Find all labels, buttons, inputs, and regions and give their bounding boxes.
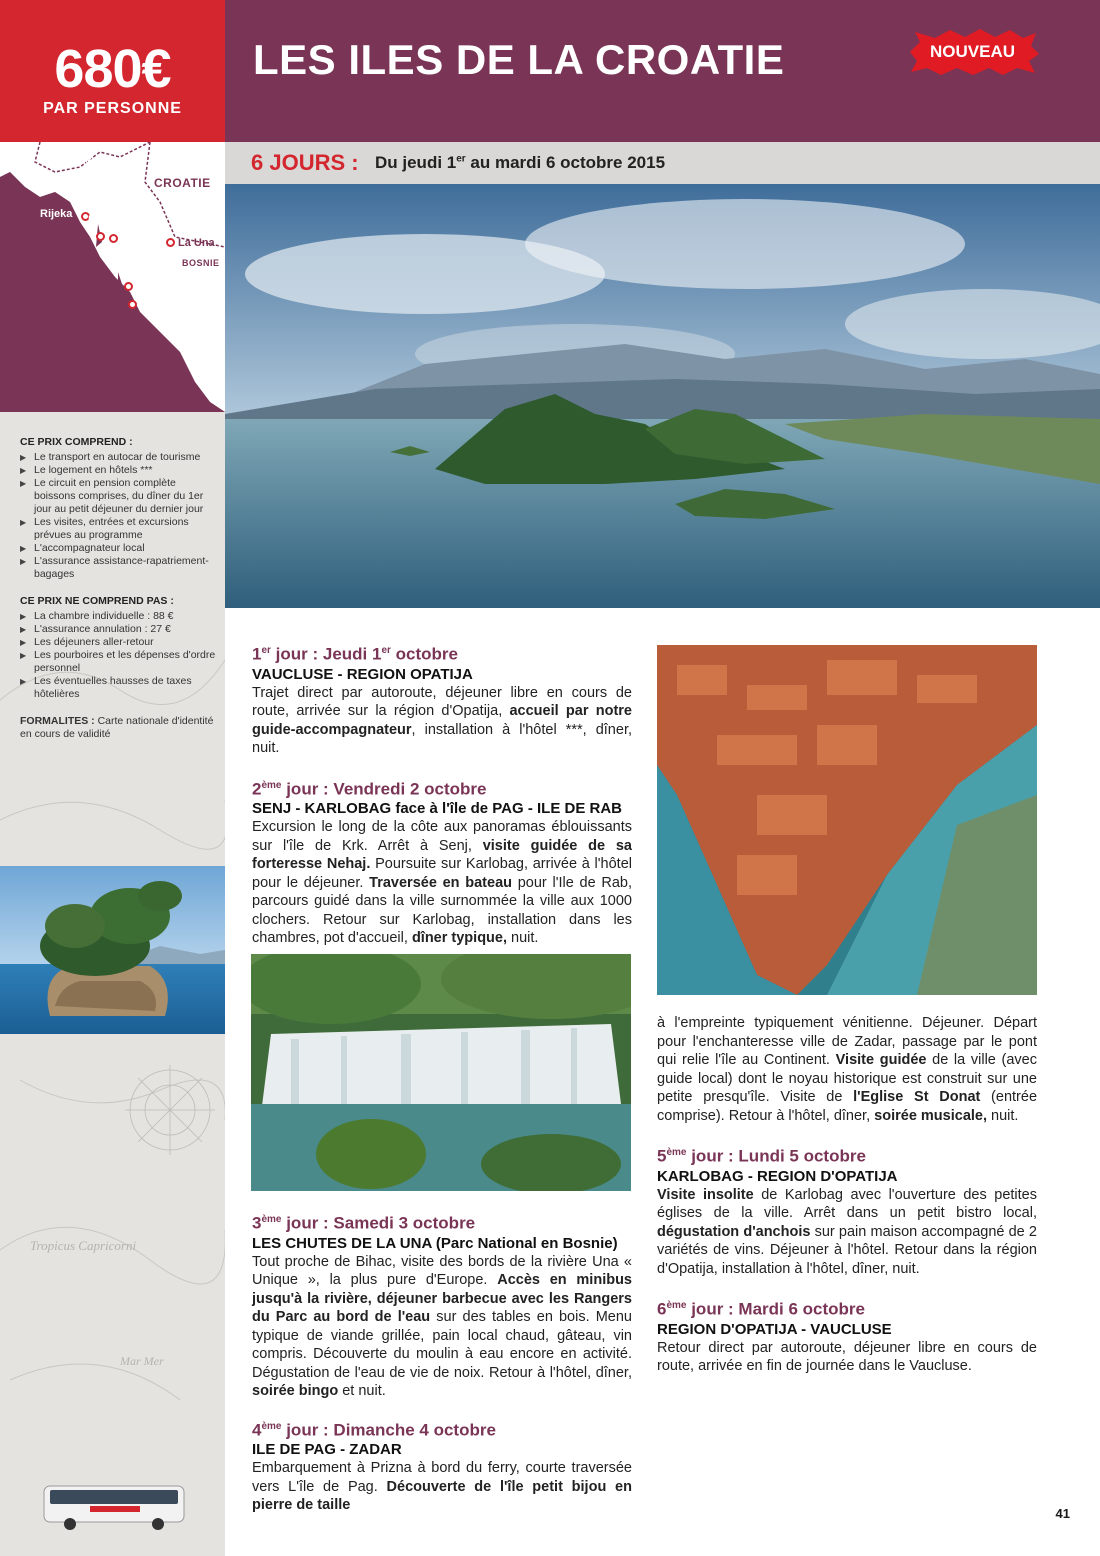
- day6-text-1: Retour direct par autoroute, déjeuner libre en cours de route, arrivée en fin de journée dans le Vaucluse.: [657, 1339, 1037, 1375]
- day3-title: [252, 1210, 632, 1234]
- formalites: [20, 715, 220, 741]
- day1-text-1: Trajet direct par autoroute, déjeuner libre en cours de route, arrivée sur la région d'Opatija,: [252, 684, 632, 720]
- day4-text-3: de la ville (avec guide local) dont le noyau historique est construit sur une petite presqu'île. Visite de: [657, 1052, 1037, 1105]
- day2-bold-1: visite guidée de sa forteresse Nehaj.: [252, 837, 632, 873]
- formalites-text: Carte nationale d'identité en cours de validité: [20, 715, 214, 740]
- day3-bold-2: soirée bingo: [252, 1383, 339, 1400]
- day6-subtitle: REGION D'OPATIJA - VAUCLUSE: [657, 1320, 892, 1338]
- date-range-end: au mardi 6 octobre 2015: [465, 153, 666, 172]
- day4-title-text: jour : Dimanche 4 octobre: [281, 1420, 496, 1440]
- day3-text: [252, 1253, 632, 1401]
- day5-text: [657, 1186, 1037, 1279]
- day2-text-2: Poursuite sur Karlobag, arrivée à l'hôtel pour le déjeuner.: [252, 856, 632, 891]
- day2-title: [252, 776, 632, 800]
- day2-bold-2: Traversée en bateau: [369, 874, 512, 891]
- day2-number: 2: [252, 779, 262, 799]
- day3-sup: ème: [261, 1214, 282, 1225]
- list-item: ▶ L'accompagnateur local: [20, 542, 220, 555]
- day5-title: [657, 1143, 1037, 1167]
- list-item: ▶ Le circuit en pension complète boissons comprises, du dîner du 1er jour au petit déjeuner du dernier jour: [20, 477, 220, 516]
- zadar-aerial-photo: [657, 645, 1037, 995]
- day1-bold-1: accueil par notre guide-accompagnateur: [252, 703, 632, 738]
- list-item: ▶ Les pourboires et les dépenses d'ordre personnel: [20, 649, 220, 675]
- day3-text-3: et nuit.: [338, 1383, 386, 1400]
- day5-number: 5: [657, 1146, 667, 1166]
- day5-bold-1: Visite insolite: [657, 1186, 754, 1203]
- duration-label: 6 JOURS :: [251, 150, 359, 175]
- column-right: [657, 1014, 1037, 1376]
- day4-bold-4: soirée musicale,: [874, 1107, 987, 1124]
- route-map: [0, 142, 225, 412]
- day4-text-4: (entrée comprise). Retour à l'hôtel, dîner,: [657, 1089, 1038, 1124]
- list-item: ▶ Les déjeuners aller-retour: [20, 636, 220, 649]
- day5-sup: ème: [666, 1147, 687, 1158]
- day6-text: [657, 1339, 1037, 1376]
- date-range: [375, 153, 665, 173]
- date-range-sup: er: [456, 153, 466, 165]
- day3-text-1: Tout proche de Bihac, visite des bords de la rivière Una « Unique », la plus pure d'Europe.: [252, 1253, 632, 1289]
- day6-title-text: jour : Mardi 6 octobre: [686, 1299, 866, 1319]
- date-bar: [225, 142, 1100, 184]
- day4-bold-2: Visite guidée: [835, 1052, 927, 1068]
- day2-text-4: nuit.: [507, 930, 539, 947]
- waterfall-photo: [251, 954, 631, 1191]
- day2-sup: ème: [261, 779, 282, 791]
- day1-text-2: , installation à l'hôtel ***, dîner, nuit.: [252, 721, 632, 757]
- list-item: ▶ Les éventuelles hausses de taxes hôtelières: [20, 675, 220, 701]
- day3-text-2: sur des tables en bois. Menu typique de viande grillée, pain local chaud, gâteau, vin compris. Découverte du moulin à eau encore en activité. Dégustation de l'eau de vie de noix. Retour à l'hôtel, dîner,: [252, 1309, 632, 1381]
- page-title: LES ILES DE LA CROATIE: [253, 36, 785, 83]
- city-label-la-una: La Una: [178, 237, 215, 249]
- day6-number: 6: [657, 1299, 667, 1319]
- day4-text-1: Embarquement à Prizna à bord du ferry, courte traversée vers L'île de Pag.: [252, 1460, 632, 1495]
- day4-subtitle: ILE DE PAG - ZADAR: [252, 1441, 402, 1459]
- day5-subtitle: KARLOBAG - REGION D'OPATIJA: [657, 1167, 898, 1185]
- day4-text-continued: [657, 1014, 1037, 1125]
- city-dot-krk: [96, 232, 105, 241]
- day2-title-text: jour : Vendredi 2 octobre: [281, 779, 487, 799]
- day3-subtitle: LES CHUTES DE LA UNA (Parc National en Bosnie): [252, 1234, 618, 1252]
- day1-sup: er: [261, 645, 271, 656]
- includes-heading: CE PRIX COMPREND :: [20, 436, 133, 448]
- price-info: [20, 436, 220, 741]
- day3-bold-1: Accès en minibus jusqu'à la rivière, déjeuner barbecue avec les Rangers du Parc au bord de l'eau: [252, 1272, 632, 1326]
- city-dot-la-una: [166, 238, 175, 247]
- day6-sup: ème: [666, 1300, 687, 1312]
- day4-bold-3: l'Eglise St Donat: [853, 1089, 981, 1105]
- coach-bus-image: [40, 1480, 190, 1532]
- list-item: ▶ La chambre individuelle : 88 €: [20, 610, 220, 623]
- list-item: ▶ Le transport en autocar de tourisme: [20, 451, 220, 464]
- city-label-krk: Krk: [88, 214, 107, 226]
- badge-label: NOUVEAU: [929, 42, 1015, 61]
- city-label-pag: Pag: [134, 270, 155, 282]
- city-dot-zadar: [128, 300, 137, 309]
- day4-number: 4: [252, 1420, 262, 1440]
- day3-number: 3: [252, 1213, 262, 1233]
- excludes-list: [20, 610, 220, 701]
- day4-sup: ème: [261, 1420, 282, 1432]
- price-box: [0, 0, 225, 142]
- nouveau-badge: [905, 28, 1040, 76]
- day1-title-sup: er: [381, 645, 391, 656]
- list-item: ▶ Le logement en hôtels ***: [20, 464, 220, 477]
- day1-text: [252, 684, 632, 758]
- day5-text-1: de Karlobag avec l'ouverture des petites églises de la ville. Arrêt dans un petit bistro local,: [657, 1186, 1037, 1222]
- left-sidebar: [0, 0, 225, 1556]
- day3-title-text: jour : Samedi 3 octobre: [281, 1213, 476, 1233]
- day4-text-5: nuit.: [987, 1107, 1019, 1124]
- map-label-bosnie: BOSNIE: [182, 258, 220, 268]
- formalites-label: FORMALITES :: [20, 715, 95, 727]
- day4-title: [252, 1417, 632, 1441]
- hero-island-photo: [225, 184, 1100, 608]
- day1-title: [252, 641, 632, 665]
- city-dot-senj: [109, 234, 118, 243]
- column-left-bottom: [252, 1210, 632, 1515]
- day5-text-2: sur pain maison accompagné de 2 variétés de vins. Déjeuner à l'hôtel. Retour dans la région d'Opatija, installation à l'hôtel, dîner, nuit.: [657, 1223, 1037, 1277]
- header-banner: [225, 0, 1100, 142]
- day5-bold-2: dégustation d'anchois: [657, 1223, 811, 1240]
- day1-subtitle: VAUCLUSE - REGION OPATIJA: [252, 665, 473, 683]
- day5-title-text: jour : Lundi 5 octobre: [686, 1146, 866, 1166]
- city-label-zadar: Zadar: [146, 300, 179, 314]
- map-label-croatie: CROATIE: [154, 176, 211, 190]
- map-label-slovenie: SLOVENIE: [60, 156, 120, 168]
- day1-title-end: octobre: [390, 644, 458, 664]
- price-per-person: PAR PERSONNE: [43, 100, 182, 117]
- day4-text-start: [252, 1459, 632, 1515]
- city-label-senj: Senj: [120, 232, 146, 246]
- day6-title: [657, 1296, 1037, 1320]
- column-left-top: [252, 641, 632, 948]
- day4-bold-1: Découverte de l'île petit bijou en pierre de taille: [252, 1478, 632, 1514]
- day2-text-1: Excursion le long de la côte aux panoramas éblouissants sur l'île de Krk. Arrêt à Senj,: [252, 819, 632, 854]
- svg-text:Mar Mer: Mar Mer: [120, 1354, 164, 1368]
- day4-text-2: à l'empreinte typiquement vénitienne. Déjeuner. Départ pour l'enchanteresse ville de Zadar, passage par le pont qui relie l'île au Continent.: [657, 1015, 1037, 1068]
- date-range-start: Du jeudi 1: [375, 153, 457, 172]
- list-item: ▶ L'assurance annulation : 27 €: [20, 623, 220, 636]
- city-label-rijeka: Rijeka: [40, 208, 73, 220]
- page-number: 41: [1055, 1506, 1070, 1521]
- day2-subtitle: SENJ - KARLOBAG face à l'île de PAG - ILE DE RAB: [252, 800, 623, 818]
- city-dot-pag: [124, 282, 133, 291]
- svg-text:Tropicus Capricorni: Tropicus Capricorni: [30, 1238, 137, 1253]
- includes-list: [20, 451, 220, 581]
- day2-text-3: pour l'Ile de Rab, parcours guidé dans la ville surnommée la ville aux 1000 clochers. Retour sur Karlobag, installation dans les chambres, pot d'accueil,: [252, 874, 632, 947]
- day2-bold-3: dîner typique,: [411, 930, 508, 947]
- excludes-heading: CE PRIX NE COMPREND PAS :: [20, 595, 174, 607]
- list-item: ▶ Les visites, entrées et excursions prévues au programme: [20, 516, 220, 542]
- rock-island-photo: [0, 866, 225, 1034]
- price-amount: 680€: [54, 39, 171, 99]
- day2-text: [252, 818, 632, 948]
- day1-title-text: jour : Jeudi 1: [270, 644, 382, 664]
- day1-number: 1: [252, 644, 262, 664]
- list-item: ▶ L'assurance assistance-rapatriement-bagages: [20, 555, 220, 581]
